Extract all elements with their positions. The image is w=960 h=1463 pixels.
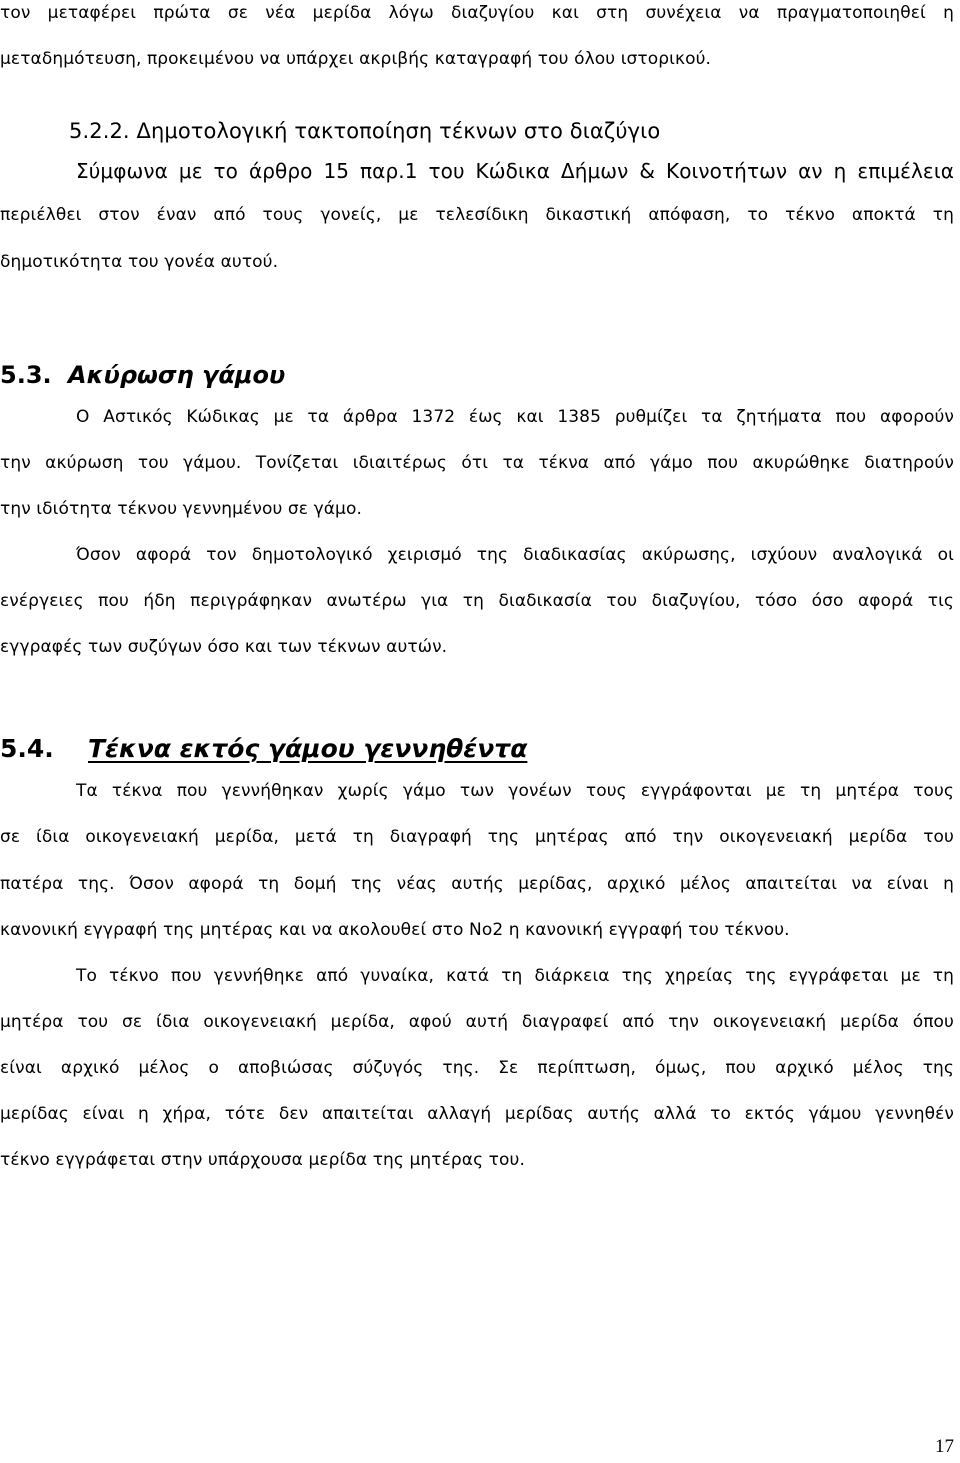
- section-5-4-title: Τέκνα εκτός γάμου γεννηθέντα: [88, 734, 528, 763]
- section-5-2-2-line-1: Σύμφωνα με το άρθρο 15 παρ.1 του Κώδικα Δήμων & Κοινοτήτων αν η επιμέλεια: [76, 159, 954, 183]
- section-5-4-p1-line-3: πατέρα της. Όσον αφορά τη δομή της νέας αυτής μερίδας, αρχικό μέλος απαιτείται να είναι η: [0, 874, 954, 894]
- section-5-3-p2-line-2: ενέργειες που ήδη περιγράφηκαν ανωτέρω για τη διαδικασία του διαζυγίου, τόσο όσο αφορά τις: [0, 591, 954, 611]
- section-5-4-p1-line-1: Τα τέκνα που γεννήθηκαν χωρίς γάμο των γονέων τους εγγράφονται με τη μητέρα τους: [76, 781, 954, 801]
- section-5-4-p2-line-4: μερίδας είναι η χήρα, τότε δεν απαιτείται αλλαγή μερίδας αυτής αλλά το εκτός γάμου γεννηθέν: [0, 1104, 954, 1124]
- section-5-4-p2-line-2: μητέρα του σε ίδια οικογενειακή μερίδα, αφού αυτή διαγραφεί από την οικογενειακή μερίδα όπου: [0, 1012, 954, 1032]
- section-5-3-p2-line-3: εγγραφές των συζύγων όσο και των τέκνων αυτών.: [0, 637, 448, 657]
- section-5-3-p1-line-3: την ιδιότητα τέκνου γεννημένου σε γάμο.: [0, 499, 362, 519]
- section-5-3-p2-line-1: Όσον αφορά τον δημοτολογικό χειρισμό της διαδικασίας ακύρωσης, ισχύουν αναλογικά οι: [76, 545, 954, 565]
- intro-line-2: μεταδημότευση, προκειμένου να υπάρχει ακριβής καταγραφή του όλου ιστορικού.: [0, 49, 712, 69]
- section-5-4-number: 5.4.: [0, 734, 54, 763]
- section-5-3-p1-line-2: την ακύρωση του γάμου. Τονίζεται ιδιαιτέρως ότι τα τέκνα από γάμο που ακυρώθηκε διατηρούν: [0, 453, 954, 473]
- intro-line-1: τον μεταφέρει πρώτα σε νέα μερίδα λόγω διαζυγίου και στη συνέχεια να πραγματοποιηθεί η: [0, 3, 954, 23]
- section-5-4-p2-line-1: Το τέκνο που γεννήθηκε από γυναίκα, κατά τη διάρκεια της χηρείας της εγγράφεται με τη: [76, 966, 954, 986]
- section-5-4-p1-line-4: κανονική εγγραφή της μητέρας και να ακολουθεί στο Νο2 η κανονική εγγραφή του τέκνου.: [0, 920, 790, 940]
- page-number: 17: [935, 1436, 954, 1457]
- section-5-4-p1-line-2: σε ίδια οικογενειακή μερίδα, μετά τη διαγραφή της μητέρας από την οικογενειακή μερίδα του: [0, 827, 954, 847]
- section-5-2-2-line-2: περιέλθει στον έναν από τους γονείς, με τελεσίδικη δικαστική απόφαση, το τέκνο αποκτά τη: [0, 205, 954, 225]
- section-5-2-2-heading: 5.2.2. Δημοτολογική τακτοποίηση τέκνων στο διαζύγιο: [69, 119, 661, 143]
- section-5-4-p2-line-3: είναι αρχικό μέλος ο αποβιώσας σύζυγός της. Σε περίπτωση, όμως, που αρχικό μέλος της: [0, 1058, 954, 1078]
- section-5-3-p1-line-1: Ο Αστικός Κώδικας με τα άρθρα 1372 έως και 1385 ρυθμίζει τα ζητήματα που αφορούν: [76, 407, 954, 427]
- section-5-2-2-line-3: δημοτικότητα του γονέα αυτού.: [0, 252, 279, 272]
- section-5-3-number: 5.3.: [0, 361, 52, 389]
- section-5-4-heading: [0, 734, 527, 764]
- section-5-4-p2-line-5: τέκνο εγγράφεται στην υπάρχουσα μερίδα της μητέρας του.: [0, 1150, 525, 1170]
- section-5-3-title: Ακύρωση γάμου: [68, 361, 286, 389]
- section-5-3-heading: [0, 360, 285, 390]
